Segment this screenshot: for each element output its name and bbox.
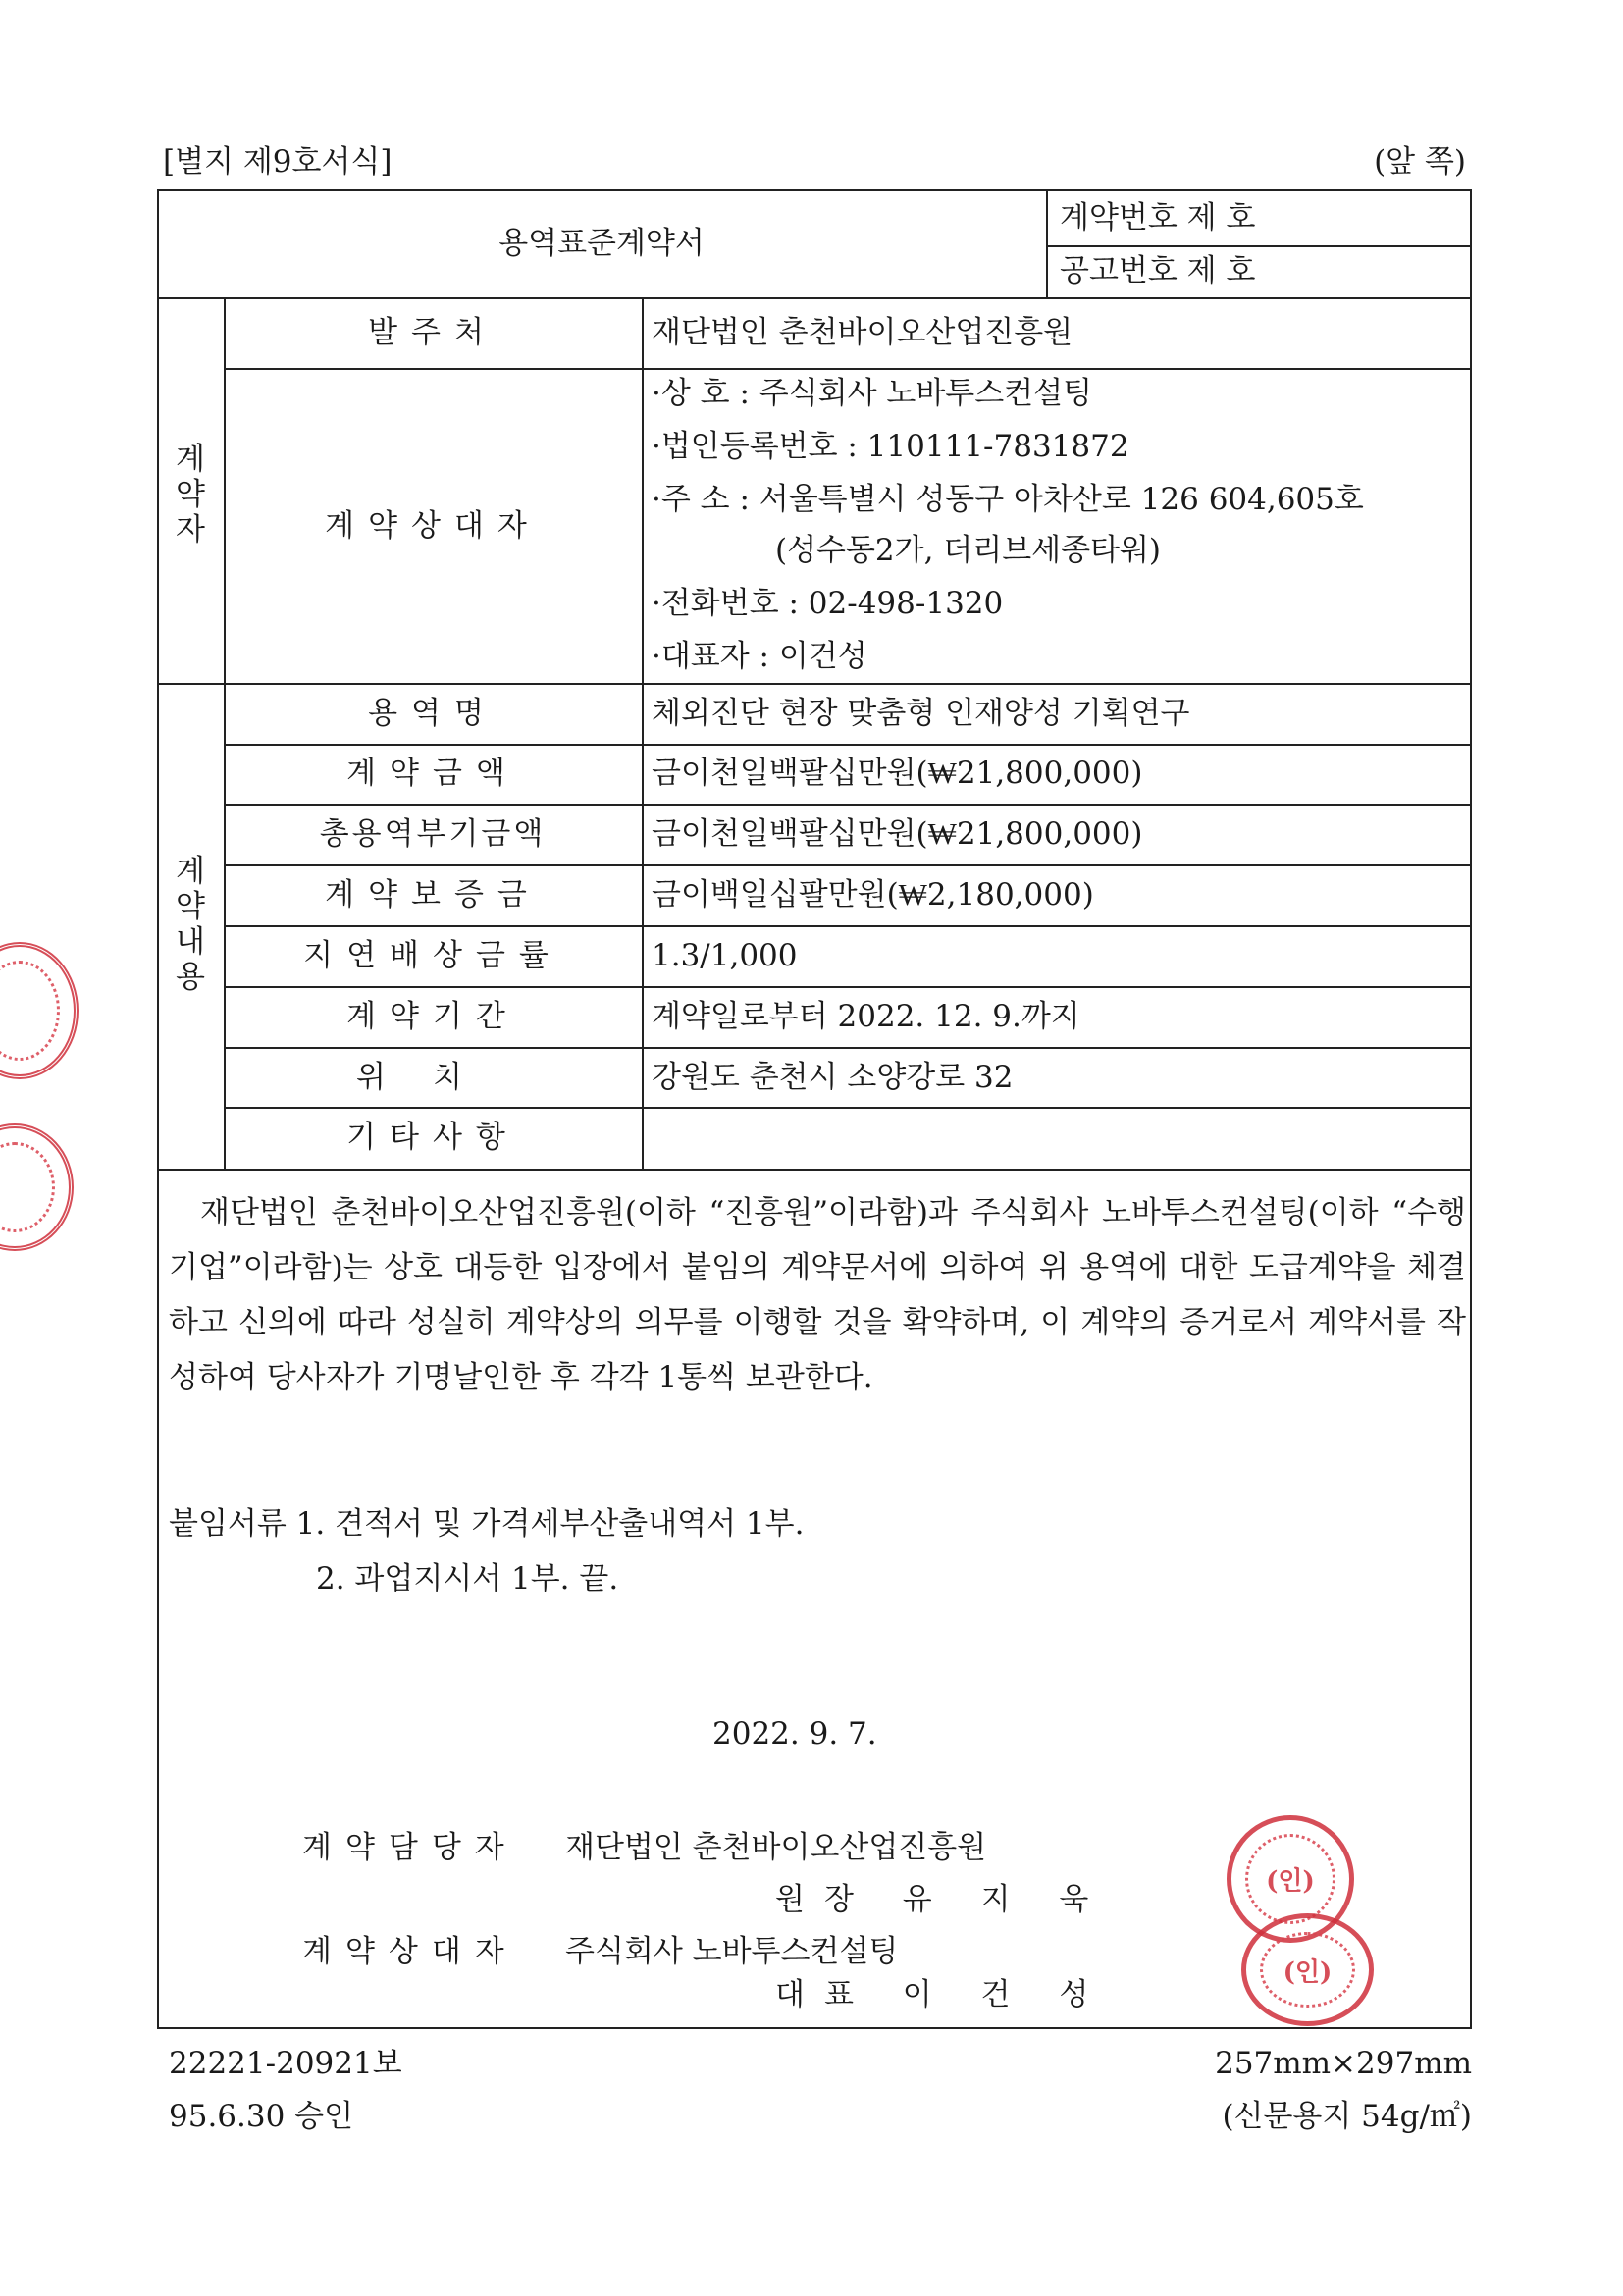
divider (1046, 245, 1472, 247)
row-value: 강원도 춘천시 소양강로 32 (652, 1060, 1014, 1095)
party-name: 대표 이 건 성 (775, 1977, 1109, 2012)
row-label: 총용역부기금액 (319, 816, 547, 852)
row-label: 계약보증금 (325, 877, 541, 913)
divider (642, 297, 644, 1169)
divider (224, 804, 1472, 806)
section-contractor-label: 계 약 자 (176, 442, 205, 548)
paper-size: 257mm×297mm (1215, 2046, 1472, 2081)
attachments-line-1: 붙임서류 1. 견적서 및 가격세부산출내역서 1부. (169, 1506, 805, 1541)
party-label: 계약상대자 (302, 1934, 518, 1969)
counterparty-label: 계약상대자 (325, 508, 541, 544)
form-number-label: [별지 제9호서식] (163, 144, 393, 180)
org-seal-stamp: (인) (1227, 1815, 1354, 1943)
divider (224, 368, 1472, 370)
divider (224, 986, 1472, 988)
row-label: 계약금액 (346, 756, 519, 791)
orderer-value: 재단법인 춘천바이오산업진흥원 (652, 315, 1073, 350)
manager-org: 재단법인 춘천바이오산업진흥원 (565, 1830, 987, 1865)
contract-body-text: 재단법인 춘천바이오산업진흥원(이하 “진흥원”이라함)과 주식회사 노바투스컨설팅(이하 “수행기업”이라함)는 상호 대등한 입장에서 붙임의 계약문서에 의하여 위 용역에 대한 도급계약을 체결하고 신의에 따라 성실히 계약상의 의무를 이행할 것을 확약하며, 이 계약의 증거로서 계약서를 작성하여 당사자가 기명날인한 후 각각 1통씩 보관한다. (169, 1195, 1466, 1395)
divider (1046, 189, 1048, 297)
contract-number: 계약번호 제 호 (1060, 200, 1256, 235)
contract-table (157, 189, 1472, 2029)
notice-number: 공고번호 제 호 (1060, 253, 1256, 288)
divider (224, 1047, 1472, 1049)
counterparty-address-detail: (성수동2가, 더리브세종타워) (775, 533, 1162, 568)
section-content-label: 계 약 내 용 (176, 854, 205, 995)
attachments-line-2: 2. 과업지시서 1부. 끝. (316, 1561, 619, 1596)
orderer-label: 발주처 (368, 315, 497, 350)
divider (157, 1169, 1472, 1171)
row-label: 위치 (356, 1060, 509, 1095)
counterparty-name: ·상 호 : 주식회사 노바투스컨설팅 (652, 376, 1093, 411)
counterparty-phone: ·전화번호 : 02-498-1320 (652, 586, 1004, 621)
row-value: 계약일로부터 2022. 12. 9.까지 (652, 999, 1080, 1034)
divider (224, 864, 1472, 866)
divider (224, 1107, 1472, 1109)
row-value: 금이천일백팔십만원(₩21,800,000) (652, 756, 1143, 791)
row-label: 기타사항 (346, 1120, 519, 1155)
row-value: 금이천일백팔십만원(₩21,800,000) (652, 816, 1143, 852)
paper-type: (신문용지 54g/㎡) (1222, 2099, 1472, 2134)
row-value: 1.3/1,000 (652, 938, 798, 973)
page-side-label: (앞 쪽) (1374, 144, 1466, 180)
counterparty-address: ·주 소 : 서울특별시 성동구 아차산로 126 604,605호 (652, 482, 1364, 517)
company-seal-stamp: (인) (1241, 1913, 1374, 2026)
seal-fragment-left (0, 1123, 74, 1251)
row-value: 금이백일십팔만원(₩2,180,000) (652, 877, 1094, 913)
party-org: 주식회사 노바투스컨설팅 (565, 1934, 899, 1969)
manager-label: 계약담당자 (302, 1830, 518, 1865)
form-code: 22221-20921보 (169, 2046, 402, 2081)
divider (224, 925, 1472, 927)
counterparty-reg-no: ·법인등록번호 : 110111-7831872 (652, 429, 1129, 464)
document-title: 용역표준계약서 (498, 226, 705, 261)
row-value: 체외진단 현장 맞춤형 인재양성 기획연구 (652, 696, 1190, 731)
divider (224, 744, 1472, 746)
counterparty-ceo: ·대표자 : 이건성 (652, 639, 867, 674)
divider (157, 297, 1472, 299)
seal-fragment-left (0, 942, 79, 1079)
manager-name: 원장 유 지 욱 (775, 1882, 1109, 1917)
contract-date: 2022. 9. 7. (712, 1716, 877, 1751)
approval-date: 95.6.30 승인 (169, 2099, 354, 2134)
row-label: 계약기간 (346, 999, 519, 1034)
row-label: 용역명 (368, 696, 497, 731)
divider (224, 297, 226, 1169)
divider (157, 683, 1472, 685)
row-label: 지연배상금률 (303, 938, 562, 973)
